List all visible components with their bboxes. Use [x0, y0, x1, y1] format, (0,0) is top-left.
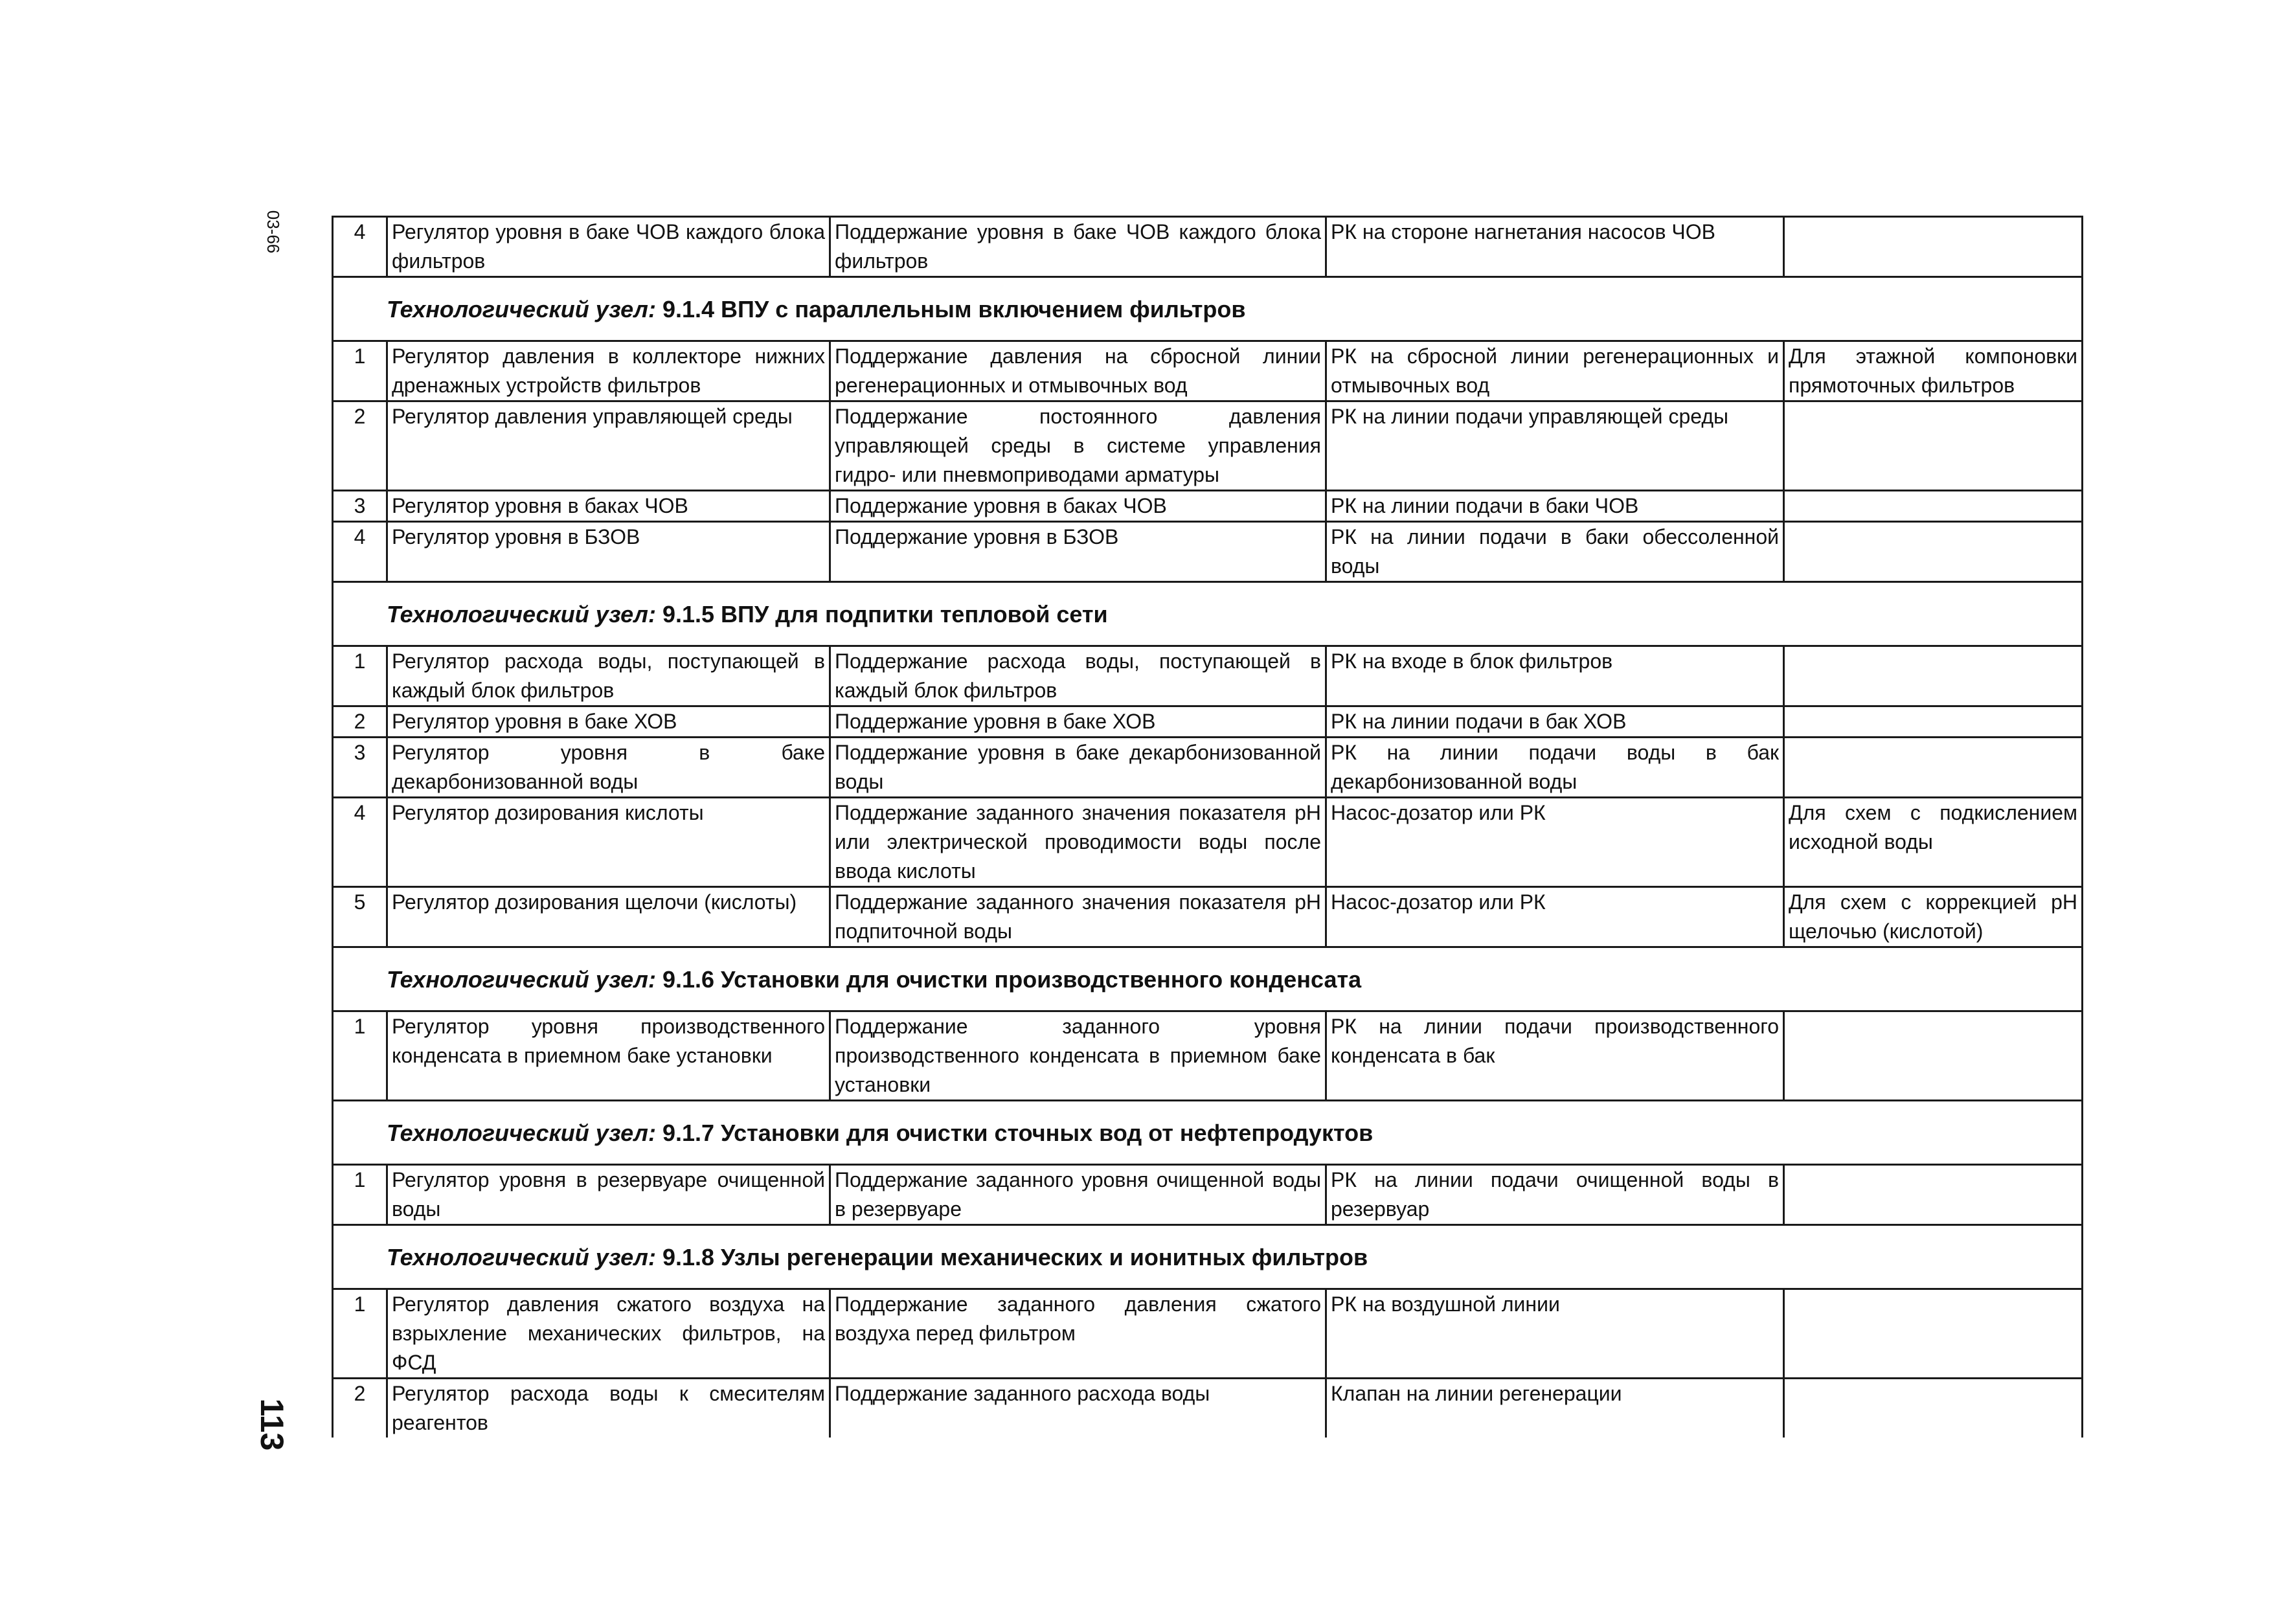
- regulator-purpose: Поддержание уровня в баках ЧОВ: [830, 491, 1326, 522]
- row-note: [1784, 706, 2083, 738]
- row-number: 4: [333, 217, 387, 277]
- section-header: [333, 277, 2083, 341]
- table-row: [333, 1165, 2083, 1225]
- row-number: 1: [333, 1011, 387, 1101]
- regulator-purpose: Поддержание уровня в баке ХОВ: [830, 706, 1326, 738]
- regulator-name: Регулятор уровня производственного конденсата в приемном баке установки: [387, 1011, 830, 1101]
- regulator-name: Регулятор уровня в баках ЧОВ: [387, 491, 830, 522]
- section-title: [333, 1101, 2083, 1165]
- regulating-device: РК на стороне нагнетания насосов ЧОВ: [1326, 217, 1784, 277]
- regulating-device: РК на линии подачи производственного конденсата в бак: [1326, 1011, 1784, 1101]
- regulating-device: РК на линии подачи в баки ЧОВ: [1326, 491, 1784, 522]
- regulator-name: Регулятор уровня в резервуаре очищенной воды: [387, 1165, 830, 1225]
- regulator-name: Регулятор расхода воды, поступающей в каждый блок фильтров: [387, 646, 830, 706]
- table-row: [333, 738, 2083, 798]
- regulating-device: РК на линии подачи управляющей среды: [1326, 401, 1784, 491]
- regulator-name: Регулятор уровня в баке ЧОВ каждого блока фильтров: [387, 217, 830, 277]
- regulating-device: Клапан на линии регенерации: [1326, 1379, 1784, 1438]
- row-note: Для этажной компоновки прямоточных фильтров: [1784, 341, 2083, 401]
- regulating-device: РК на линии подачи в баки обессоленной воды: [1326, 522, 1784, 582]
- row-note: [1784, 1379, 2083, 1438]
- regulator-purpose: Поддержание уровня в баке ЧОВ каждого блока фильтров: [830, 217, 1326, 277]
- section-title: [333, 1225, 2083, 1289]
- row-number: 2: [333, 1379, 387, 1438]
- regulating-device: Насос-дозатор или РК: [1326, 798, 1784, 887]
- section-name: 9.1.8 Узлы регенерации механических и ионитных фильтров: [662, 1243, 1368, 1270]
- regulator-name: Регулятор уровня в баке декарбонизованной воды: [387, 738, 830, 798]
- section-label: Технологический узел:: [387, 1119, 656, 1146]
- row-number: 4: [333, 798, 387, 887]
- table-row: [333, 491, 2083, 522]
- regulator-name: Регулятор уровня в баке ХОВ: [387, 706, 830, 738]
- page-number: 113: [254, 1398, 290, 1451]
- row-note: [1784, 522, 2083, 582]
- regulator-purpose: Поддержание заданного значения показателя рН подпиточной воды: [830, 887, 1326, 947]
- section-label: Технологический узел:: [387, 965, 656, 993]
- row-note: [1784, 1165, 2083, 1225]
- regulators-table: [332, 216, 2083, 1438]
- regulator-purpose: Поддержание заданного расхода воды: [830, 1379, 1326, 1438]
- row-note: [1784, 491, 2083, 522]
- regulating-device: Насос-дозатор или РК: [1326, 887, 1784, 947]
- regulator-name: Регулятор давления управляющей среды: [387, 401, 830, 491]
- section-title: [333, 277, 2083, 341]
- table-row: [333, 646, 2083, 706]
- row-note: [1784, 738, 2083, 798]
- row-number: 1: [333, 341, 387, 401]
- table-row: [333, 1289, 2083, 1379]
- row-number: 2: [333, 706, 387, 738]
- table-row: [333, 706, 2083, 738]
- row-number: 4: [333, 522, 387, 582]
- row-note: Для схем с коррекцией рН щелочью (кислотой): [1784, 887, 2083, 947]
- regulator-name: Регулятор дозирования щелочи (кислоты): [387, 887, 830, 947]
- section-label: Технологический узел:: [387, 600, 656, 627]
- section-header: [333, 582, 2083, 646]
- table-row: [333, 522, 2083, 582]
- regulator-purpose: Поддержание заданного значения показателя рН или электрической проводимости воды после ввода кислоты: [830, 798, 1326, 887]
- table-row: [333, 401, 2083, 491]
- table-row: [333, 341, 2083, 401]
- regulator-purpose: Поддержание уровня в БЗОВ: [830, 522, 1326, 582]
- regulator-name: Регулятор давления в коллекторе нижних дренажных устройств фильтров: [387, 341, 830, 401]
- row-note: [1784, 401, 2083, 491]
- section-header: [333, 1101, 2083, 1165]
- regulator-purpose: Поддержание постоянного давления управляющей среды в системе управления гидро- или пневмоприводами арматуры: [830, 401, 1326, 491]
- row-number: 1: [333, 1289, 387, 1379]
- section-title: [333, 947, 2083, 1011]
- section-name: 9.1.4 ВПУ с параллельным включением фильтров: [662, 295, 1246, 322]
- section-name: 9.1.5 ВПУ для подпитки тепловой сети: [662, 600, 1108, 627]
- regulating-device: РК на линии подачи воды в бак декарбонизованной воды: [1326, 738, 1784, 798]
- document-code: 03-66: [264, 210, 284, 254]
- row-number: 1: [333, 646, 387, 706]
- regulator-purpose: Поддержание заданного уровня очищенной воды в резервуаре: [830, 1165, 1326, 1225]
- section-name: 9.1.7 Установки для очистки сточных вод от нефтепродуктов: [662, 1119, 1374, 1146]
- regulator-purpose: Поддержание уровня в баке декарбонизованной воды: [830, 738, 1326, 798]
- row-note: Для схем с подкислением исходной воды: [1784, 798, 2083, 887]
- section-label: Технологический узел:: [387, 1243, 656, 1270]
- section-header: [333, 947, 2083, 1011]
- regulating-device: РК на линии подачи в бак ХОВ: [1326, 706, 1784, 738]
- row-note: [1784, 217, 2083, 277]
- regulator-name: Регулятор расхода воды к смесителям реагентов: [387, 1379, 830, 1438]
- regulating-device: РК на воздушной линии: [1326, 1289, 1784, 1379]
- row-note: [1784, 646, 2083, 706]
- regulator-purpose: Поддержание давления на сбросной линии регенерационных и отмывочных вод: [830, 341, 1326, 401]
- row-number: 1: [333, 1165, 387, 1225]
- section-title: [333, 582, 2083, 646]
- section-header: [333, 1225, 2083, 1289]
- table-row: [333, 217, 2083, 277]
- regulator-purpose: Поддержание заданного давления сжатого воздуха перед фильтром: [830, 1289, 1326, 1379]
- regulator-name: Регулятор давления сжатого воздуха на взрыхление механических фильтров, на ФСД: [387, 1289, 830, 1379]
- row-number: 3: [333, 738, 387, 798]
- regulating-device: РК на линии подачи очищенной воды в резервуар: [1326, 1165, 1784, 1225]
- row-number: 5: [333, 887, 387, 947]
- table-row: [333, 887, 2083, 947]
- row-number: 3: [333, 491, 387, 522]
- table-row: [333, 1379, 2083, 1438]
- regulating-device: РК на входе в блок фильтров: [1326, 646, 1784, 706]
- regulator-name: Регулятор уровня в БЗОВ: [387, 522, 830, 582]
- regulator-purpose: Поддержание заданного уровня производственного конденсата в приемном баке установки: [830, 1011, 1326, 1101]
- row-note: [1784, 1011, 2083, 1101]
- regulator-name: Регулятор дозирования кислоты: [387, 798, 830, 887]
- table-row: [333, 1011, 2083, 1101]
- section-name: 9.1.6 Установки для очистки производственного конденсата: [662, 965, 1362, 993]
- regulator-purpose: Поддержание расхода воды, поступающей в каждый блок фильтров: [830, 646, 1326, 706]
- row-number: 2: [333, 401, 387, 491]
- table-row: [333, 798, 2083, 887]
- section-label: Технологический узел:: [387, 295, 656, 322]
- row-note: [1784, 1289, 2083, 1379]
- regulating-device: РК на сбросной линии регенерационных и отмывочных вод: [1326, 341, 1784, 401]
